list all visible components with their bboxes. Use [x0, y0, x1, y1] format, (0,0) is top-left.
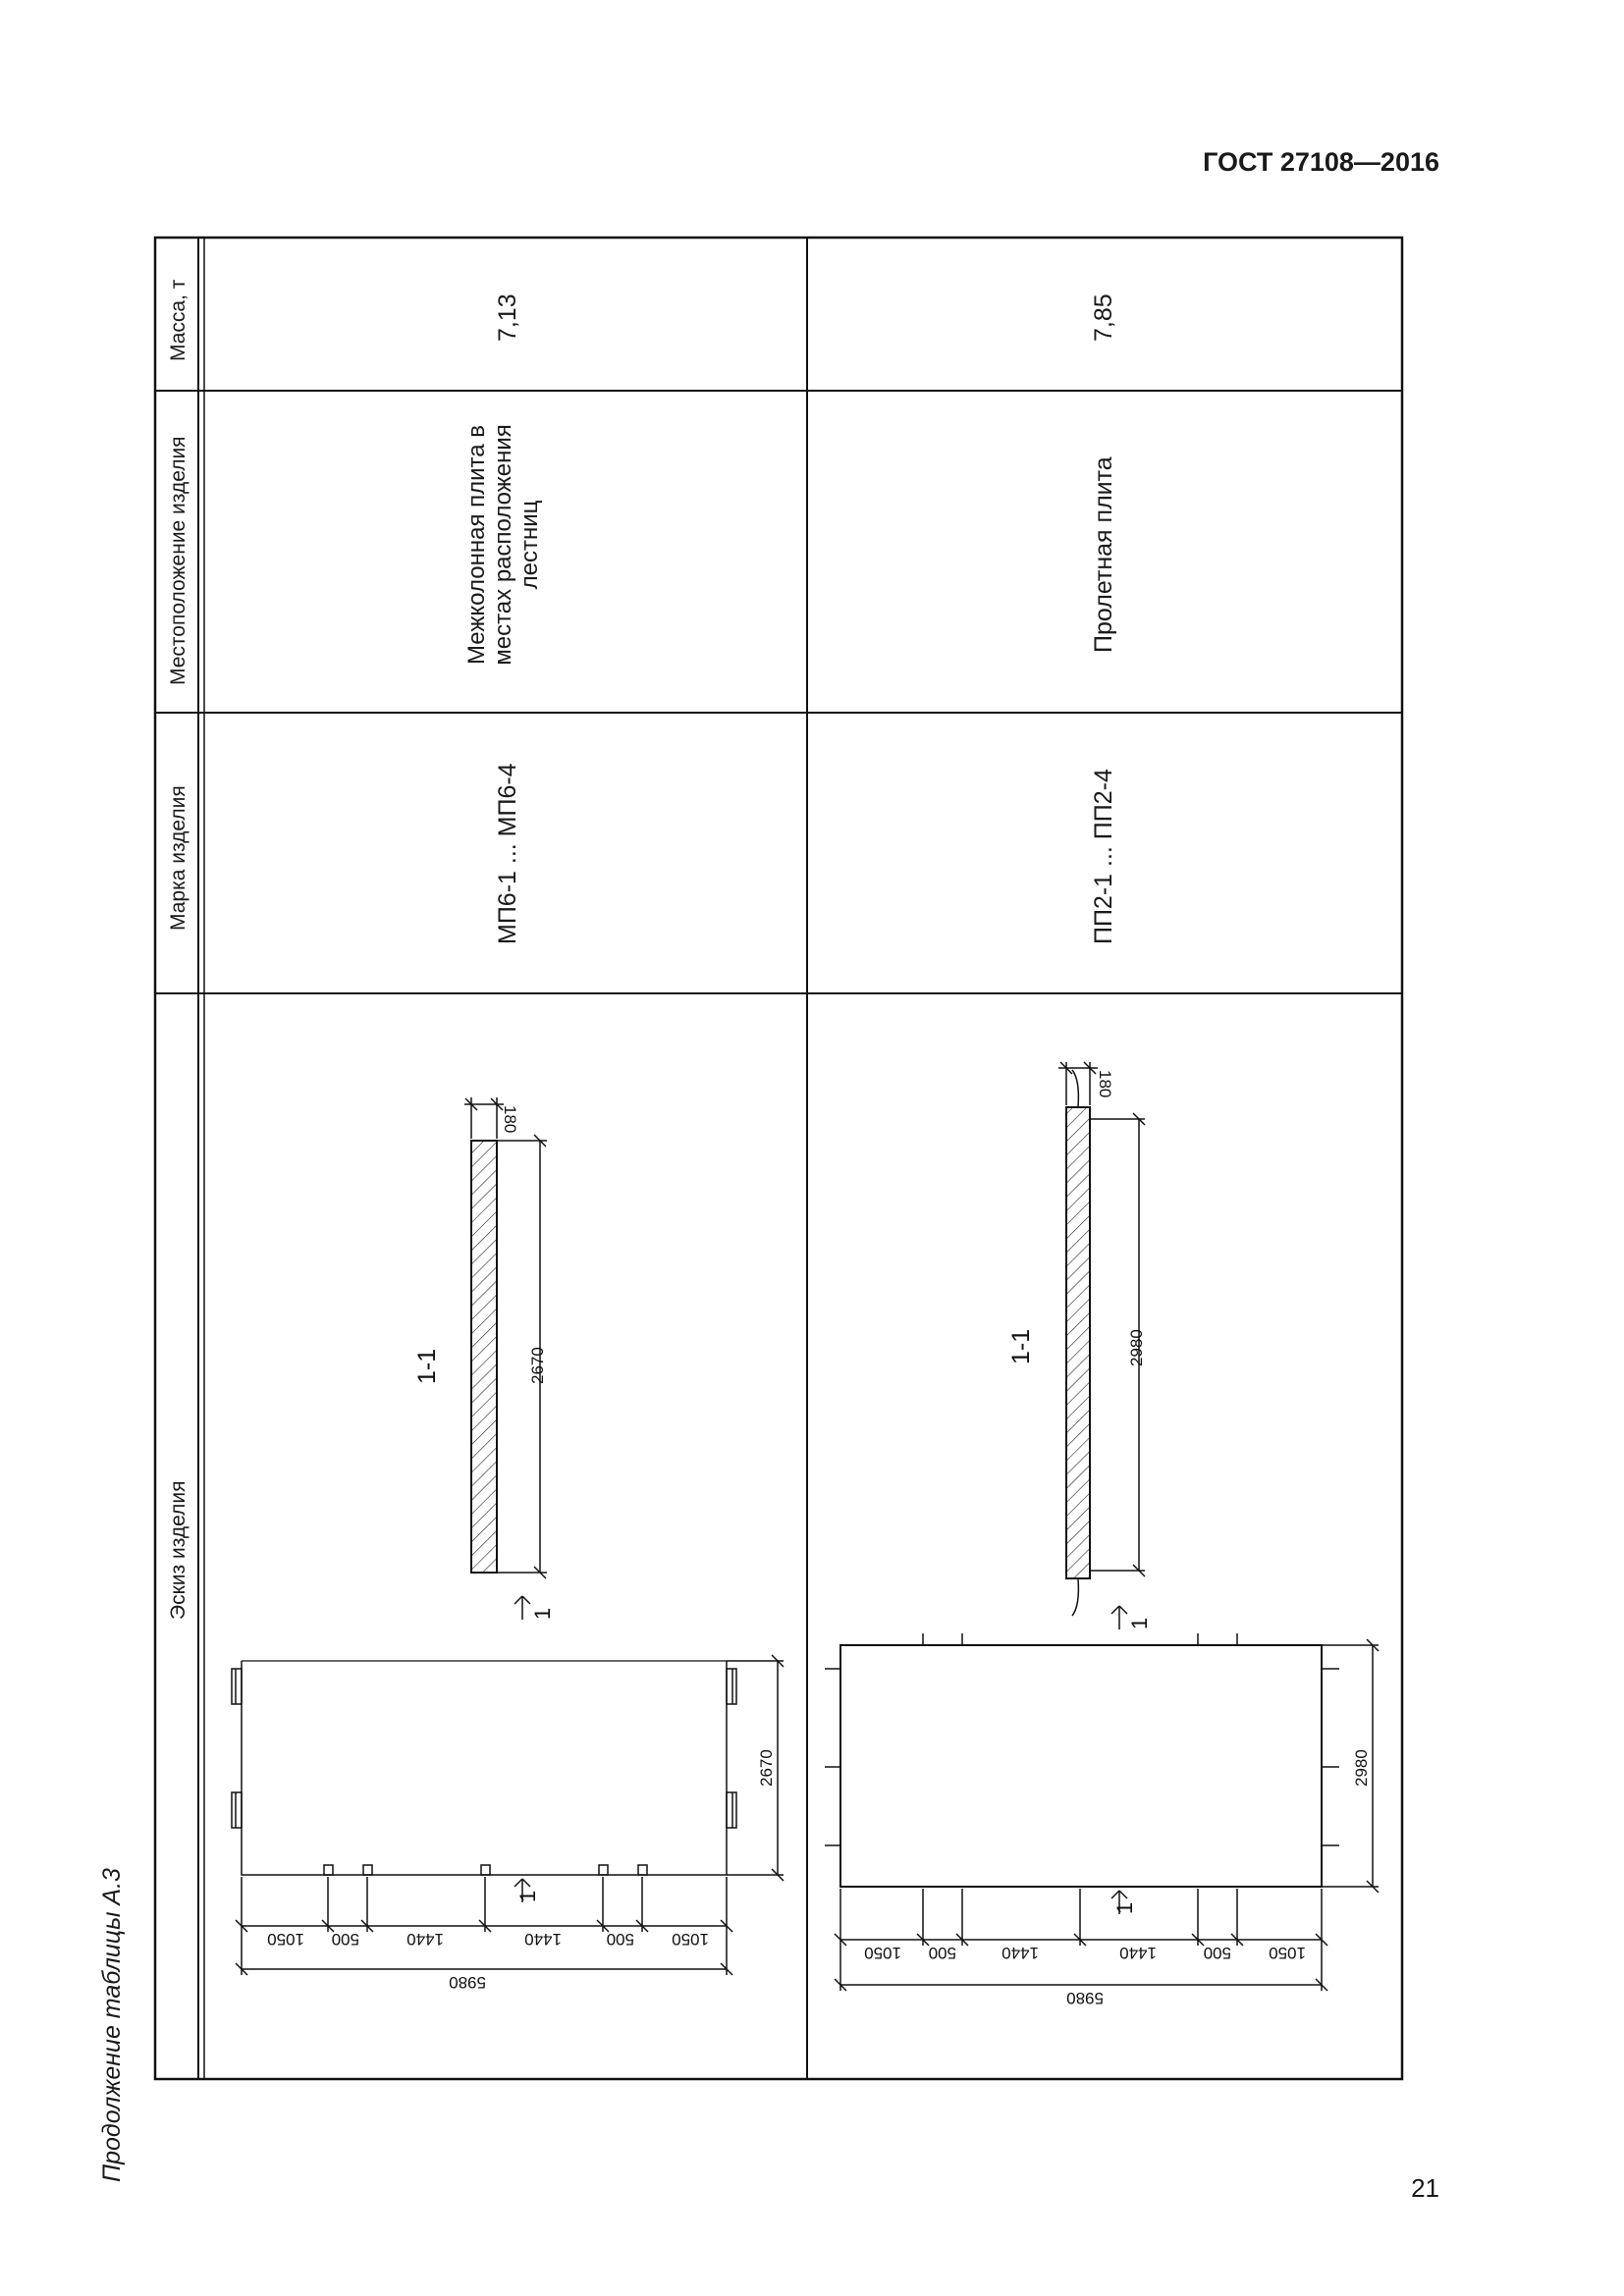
- row2-dim-total: 5980: [1066, 1989, 1104, 2007]
- row2-dim-seg: 500: [1203, 1944, 1231, 1962]
- header-cell-mass: Масса, т: [167, 279, 189, 361]
- row1-sketch-labels: [267, 1105, 776, 1992]
- row1-location-line: Межколонная плита в: [463, 424, 490, 666]
- row2-dim-seg: 1050: [864, 1944, 901, 1962]
- table-continuation-caption: Продолжение таблицы А.3: [98, 1868, 126, 2182]
- row2-dim-length: 2980: [1127, 1329, 1146, 1366]
- header-cell-sketch: Эскиз изделия: [167, 1480, 189, 1620]
- header-cell-mark: Марка изделия: [167, 785, 189, 931]
- row1-dim-seg: 1440: [406, 1930, 444, 1949]
- row2-section-mark-plan: 1: [1112, 1901, 1137, 1914]
- row2-plan-outline: [840, 1645, 1322, 1887]
- row1-dim-total: 5980: [449, 1973, 486, 1992]
- row2-sketch-labels: [864, 1070, 1371, 2007]
- row2-section-label: 1-1: [1007, 1328, 1035, 1364]
- row1-mass: 7,13: [494, 294, 521, 342]
- row1-dim-thickness: 180: [501, 1105, 519, 1134]
- row1-dim-width: 2670: [757, 1749, 776, 1787]
- row2-dim-seg: 500: [928, 1944, 956, 1962]
- row1-location-line: лестниц: [516, 500, 543, 590]
- page-number: 21: [1411, 2173, 1439, 2203]
- row1-section-label: 1-1: [413, 1348, 441, 1384]
- row2-dim-seg: 1440: [1001, 1944, 1039, 1962]
- row1-plan-outline: [242, 1661, 727, 1875]
- row1-dim-seg: 500: [606, 1930, 634, 1949]
- row2-dim-width: 2980: [1352, 1749, 1371, 1787]
- row2-dim-thickness: 180: [1096, 1070, 1114, 1098]
- row2-mass: 7,85: [1090, 294, 1117, 342]
- row2-sketch: [825, 1062, 1379, 1991]
- row1-dim-seg: 1050: [267, 1930, 304, 1949]
- row1-dim-seg: 1050: [672, 1930, 709, 1949]
- row2-dim-seg: 1050: [1269, 1944, 1306, 1962]
- row1-dim-length: 2670: [528, 1347, 547, 1384]
- row1-dim-seg: 1440: [524, 1930, 562, 1949]
- header-cell-location: Местоположение изделия: [167, 436, 189, 685]
- row2-location: Пролетная плита: [1090, 456, 1117, 653]
- row1-mark: МП6-1 ... МП6-4: [494, 763, 521, 944]
- row1-section-mark-plan: 1: [515, 1890, 540, 1902]
- row1-section-slab: [471, 1141, 497, 1573]
- document-header: ГОСТ 27108—2016: [1203, 147, 1439, 177]
- row1-location-line: местах расположения: [490, 424, 516, 666]
- row2-section-mark: 1: [1127, 1617, 1152, 1629]
- row2-mark: ПП2-1 ... ПП2-4: [1090, 769, 1117, 944]
- row1-section-mark: 1: [530, 1607, 555, 1620]
- row1-dim-seg: 500: [331, 1930, 359, 1949]
- row2-section-slab: [1066, 1107, 1090, 1578]
- row1-sketch: [232, 1097, 784, 1975]
- row2-dim-seg: 1440: [1119, 1944, 1157, 1962]
